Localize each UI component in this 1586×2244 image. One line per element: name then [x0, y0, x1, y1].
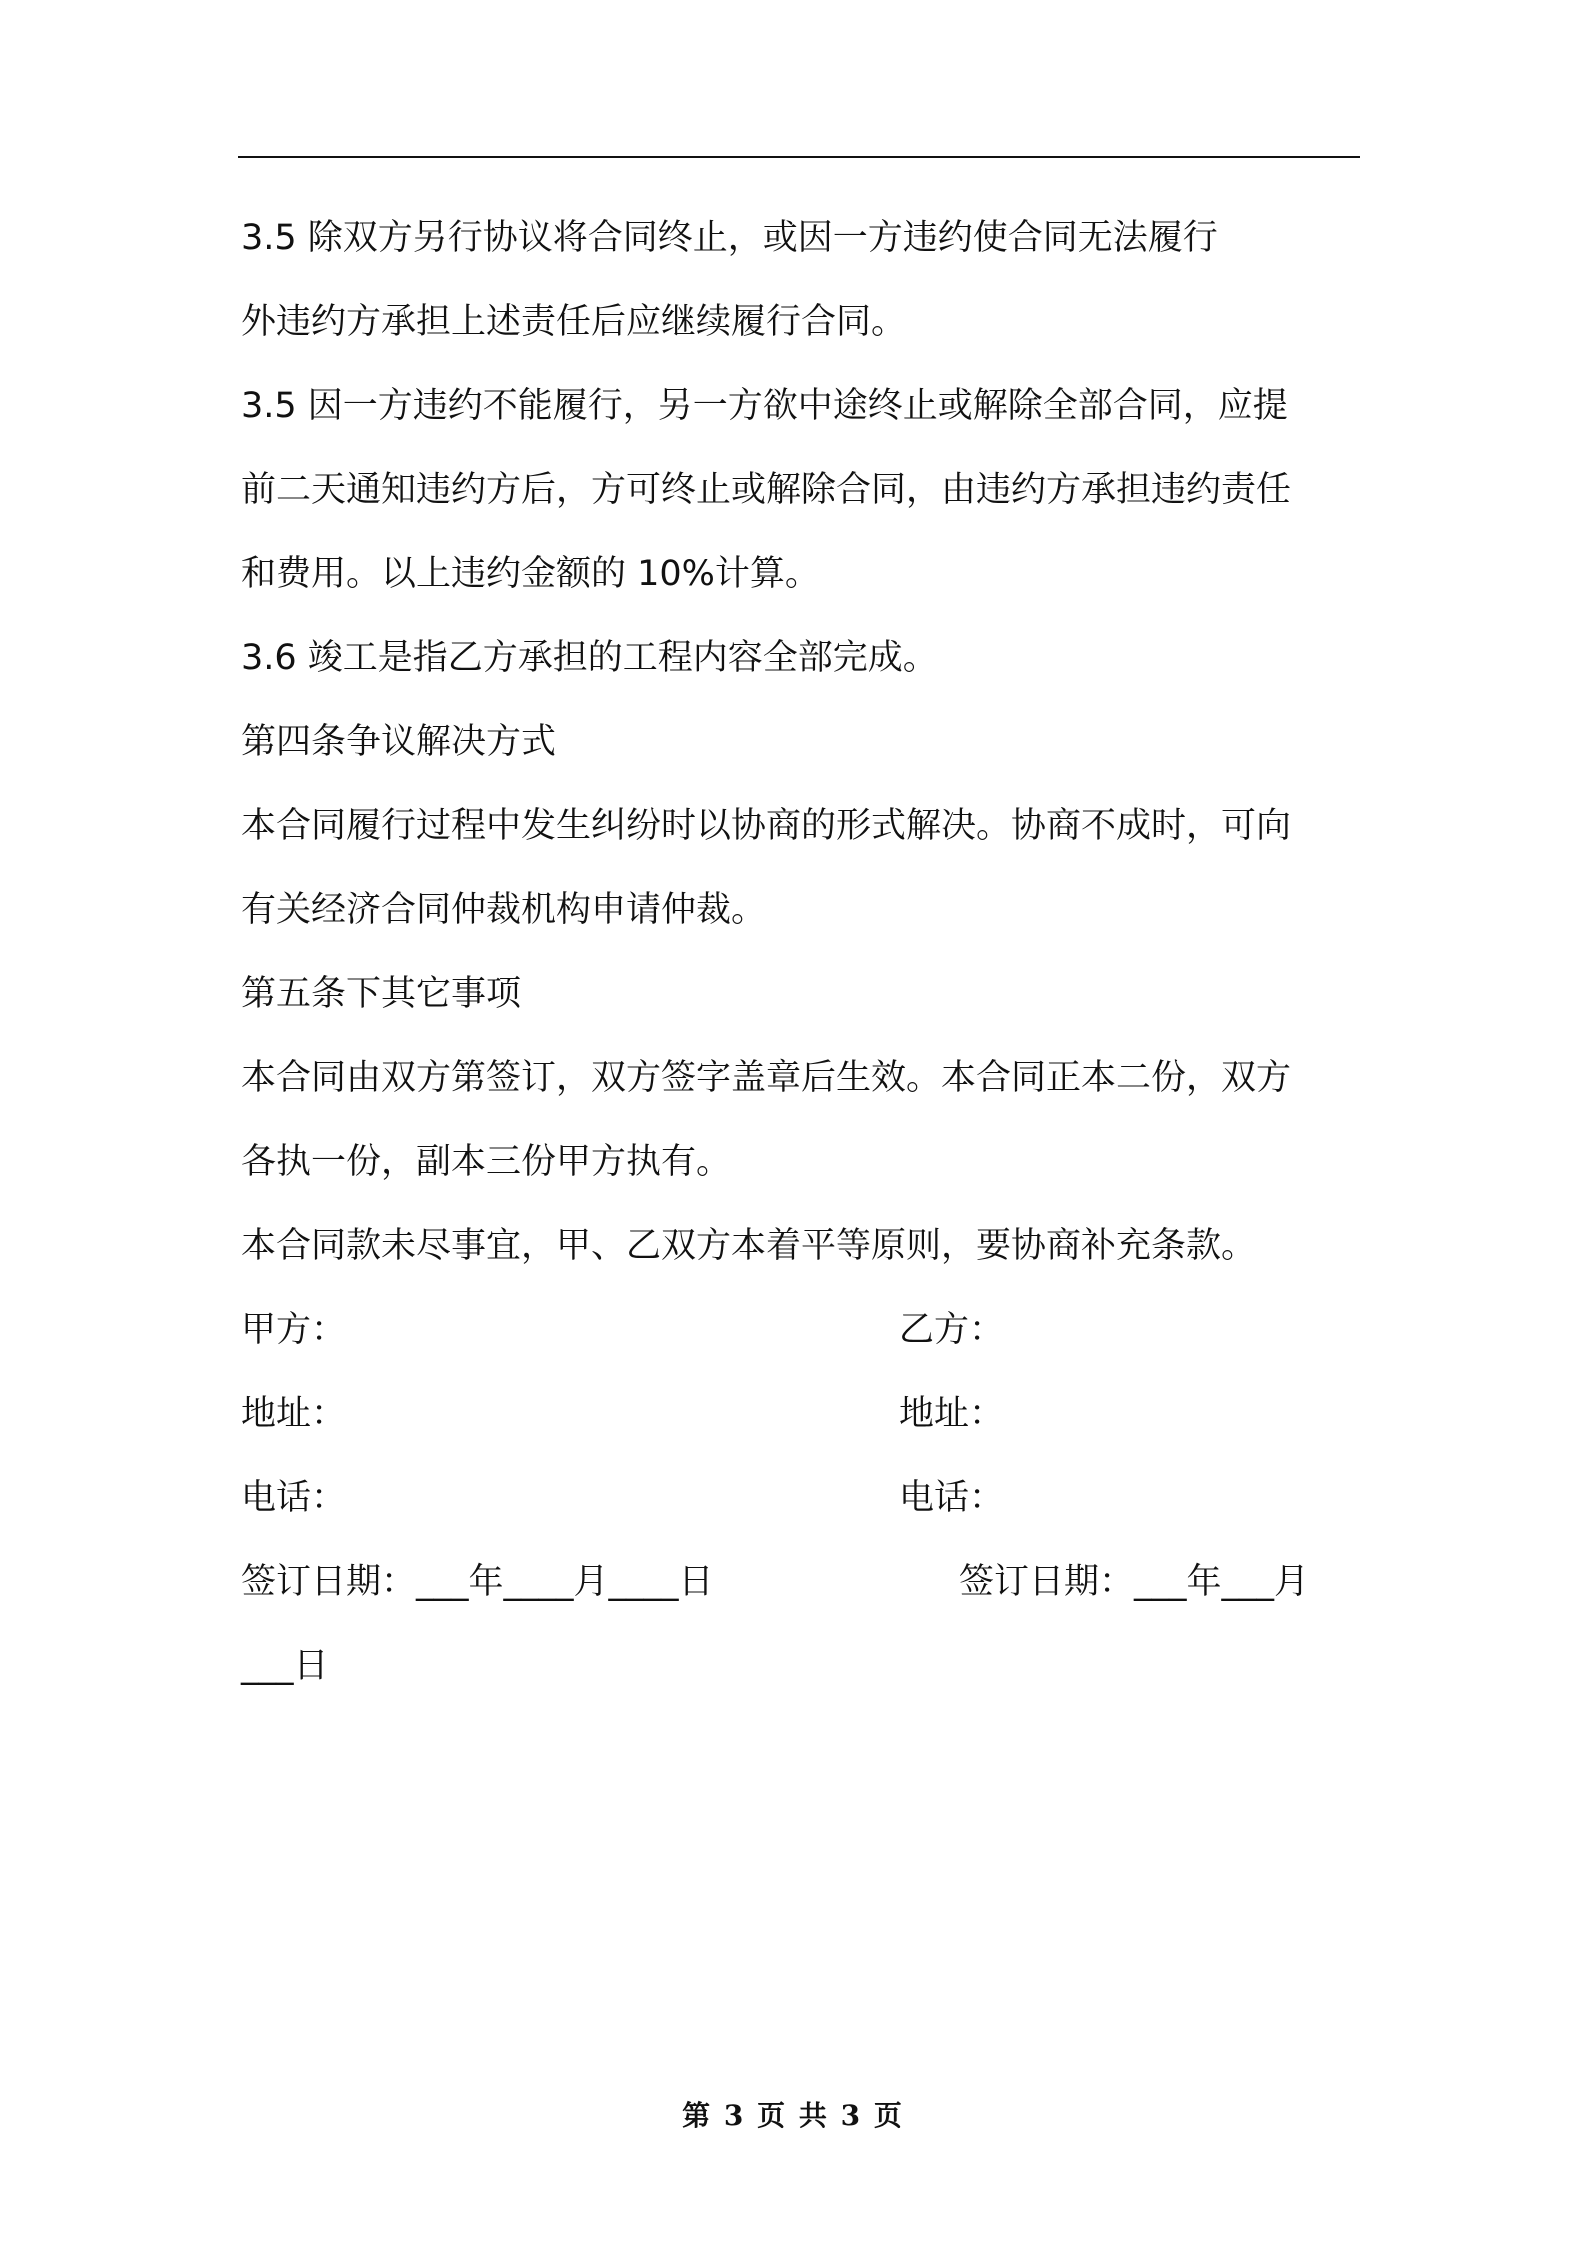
clause-3-5-a-line-2: 外违约方承担上述责任后应继续履行合同。 — [241, 302, 907, 342]
article-5-heading: 第五条下其它事项 — [241, 974, 522, 1014]
party-a-label: 甲方： — [241, 1310, 347, 1350]
clause-3-5-b-line-3: 和费用。以上违约金额的 10%计算。 — [241, 554, 820, 594]
date-row-continued — [241, 1624, 1361, 1708]
phone-a-label: 电话： — [241, 1478, 347, 1518]
article-5-line-2: 各执一份，副本三份甲方执有。 — [241, 1142, 732, 1182]
phone-row — [241, 1456, 1361, 1540]
article-5-line-1: 本合同由双方第签订，双方签字盖章后生效。本合同正本二份，双方 — [241, 1058, 1292, 1098]
clause-3-5-a-line-1: 3.5 除双方另行协议将合同终止，或因一方违约使合同无法履行 — [241, 218, 1218, 258]
date-b-day: ___日 — [241, 1646, 329, 1686]
phone-b-label: 电话： — [899, 1478, 1005, 1518]
clause-3-5-b-line-2: 前二天通知违约方后，方可终止或解除合同，由违约方承担违约责任 — [241, 470, 1292, 510]
page-footer: 第 3 页 共 3 页 — [682, 2099, 904, 2132]
article-4-line-2: 有关经济合同仲裁机构申请仲裁。 — [241, 890, 767, 930]
header-rule — [238, 156, 1360, 158]
address-row — [241, 1372, 1361, 1456]
article-5-line-3: 本合同款未尽事宜，甲、乙双方本着平等原则，要协商补充条款。 — [241, 1226, 1257, 1266]
party-row — [241, 1288, 1361, 1372]
date-a: 签订日期：___年____月____日 — [241, 1562, 714, 1602]
date-b: 签订日期：___年___月 — [959, 1562, 1310, 1602]
article-4-line-1: 本合同履行过程中发生纠纷时以协商的形式解决。协商不成时，可向 — [241, 806, 1292, 846]
document-body — [241, 196, 1361, 1708]
address-a-label: 地址： — [241, 1394, 347, 1434]
party-b-label: 乙方： — [899, 1310, 1005, 1350]
article-4-heading: 第四条争议解决方式 — [241, 722, 557, 762]
address-b-label: 地址： — [899, 1394, 1005, 1434]
date-row — [241, 1540, 1361, 1624]
clause-3-6: 3.6 竣工是指乙方承担的工程内容全部完成。 — [241, 638, 938, 678]
clause-3-5-b-line-1: 3.5 因一方违约不能履行，另一方欲中途终止或解除全部合同，应提 — [241, 386, 1288, 426]
